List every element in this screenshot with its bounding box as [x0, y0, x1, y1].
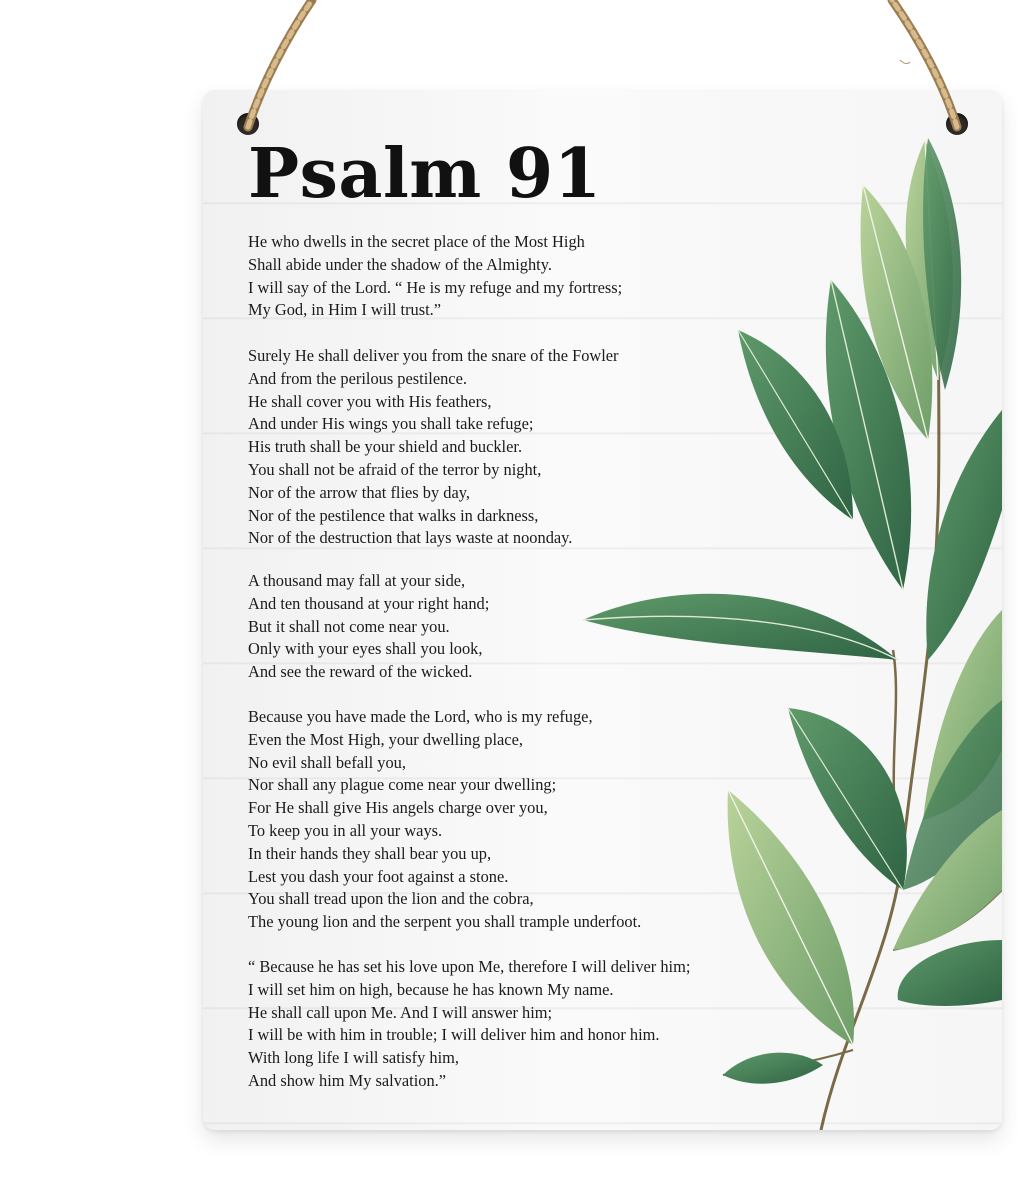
verse-line: Lest you dash your foot against a stone.	[248, 866, 509, 886]
verse-line: The young lion and the serpent you shall trample underfoot.	[248, 912, 642, 932]
verse-line: He shall cover you with His feathers,	[248, 391, 492, 411]
verse-line: To keep you in all your ways.	[248, 820, 443, 840]
verse-line: And from the perilous pestilence.	[248, 368, 467, 388]
verse-line: And under His wings you shall take refuge;	[248, 414, 534, 434]
verse-line: Nor shall any plague come near your dwelling;	[248, 775, 557, 795]
verse-line: His truth shall be your shield and buckler.	[248, 437, 523, 457]
hanging-hole-right	[946, 113, 968, 135]
verse-line: And show him My salvation.”	[248, 1070, 447, 1090]
verse-line: No evil shall befall you,	[248, 752, 406, 772]
verse-line: Because you have made the Lord, who is my refuge,	[248, 707, 593, 726]
verse-line: Only with your eyes shall you look,	[248, 639, 483, 659]
sign-title: Psalm 91	[248, 134, 602, 214]
verse-line: Nor of the arrow that flies by day,	[248, 482, 470, 502]
verse-line: Nor of the pestilence that walks in darkness,	[248, 505, 539, 525]
verse-stanza-2	[248, 345, 788, 550]
hanging-hole-left	[237, 113, 259, 135]
verse-line: In their hands they shall bear you up,	[248, 843, 492, 863]
verse-line: He shall call upon Me. And I will answer him;	[248, 1002, 553, 1022]
verse-line: Even the Most High, your dwelling place,	[248, 729, 523, 749]
verse-line: I will say of the Lord. “ He is my refuge and my fortress;	[248, 277, 623, 297]
verse-line: A thousand may fall at your side,	[248, 571, 466, 590]
verse-line: My God, in Him I will trust.”	[248, 300, 442, 320]
verse-line: Surely He shall deliver you from the snare of the Fowler	[248, 346, 619, 365]
verse-line: But it shall not come near you.	[248, 616, 450, 636]
verse-stanza-5	[248, 956, 788, 1093]
verse-line: I will be with him in trouble; I will deliver him and honor him.	[248, 1025, 660, 1045]
verse-line: “ Because he has set his love upon Me, therefore I will deliver him;	[248, 957, 691, 976]
wooden-sign-board	[203, 90, 1002, 1130]
verse-line: And see the reward of the wicked.	[248, 662, 473, 682]
verse-line: You shall tread upon the lion and the cobra,	[248, 889, 534, 909]
verse-stanza-4	[248, 706, 788, 934]
verse-stanza-3	[248, 570, 788, 684]
verse-line: I will set him on high, because he has known My name.	[248, 979, 614, 999]
verse-line: For He shall give His angels charge over you,	[248, 798, 548, 818]
verse-stanza-1	[248, 231, 788, 322]
verse-line: Nor of the destruction that lays waste at noonday.	[248, 528, 573, 548]
verse-line: Shall abide under the shadow of the Almighty.	[248, 254, 552, 274]
verse-line: He who dwells in the secret place of the Most High	[248, 232, 585, 251]
verse-line: And ten thousand at your right hand;	[248, 593, 490, 613]
verse-line: You shall not be afraid of the terror by night,	[248, 459, 542, 479]
verse-line: With long life I will satisfy him,	[248, 1048, 460, 1068]
